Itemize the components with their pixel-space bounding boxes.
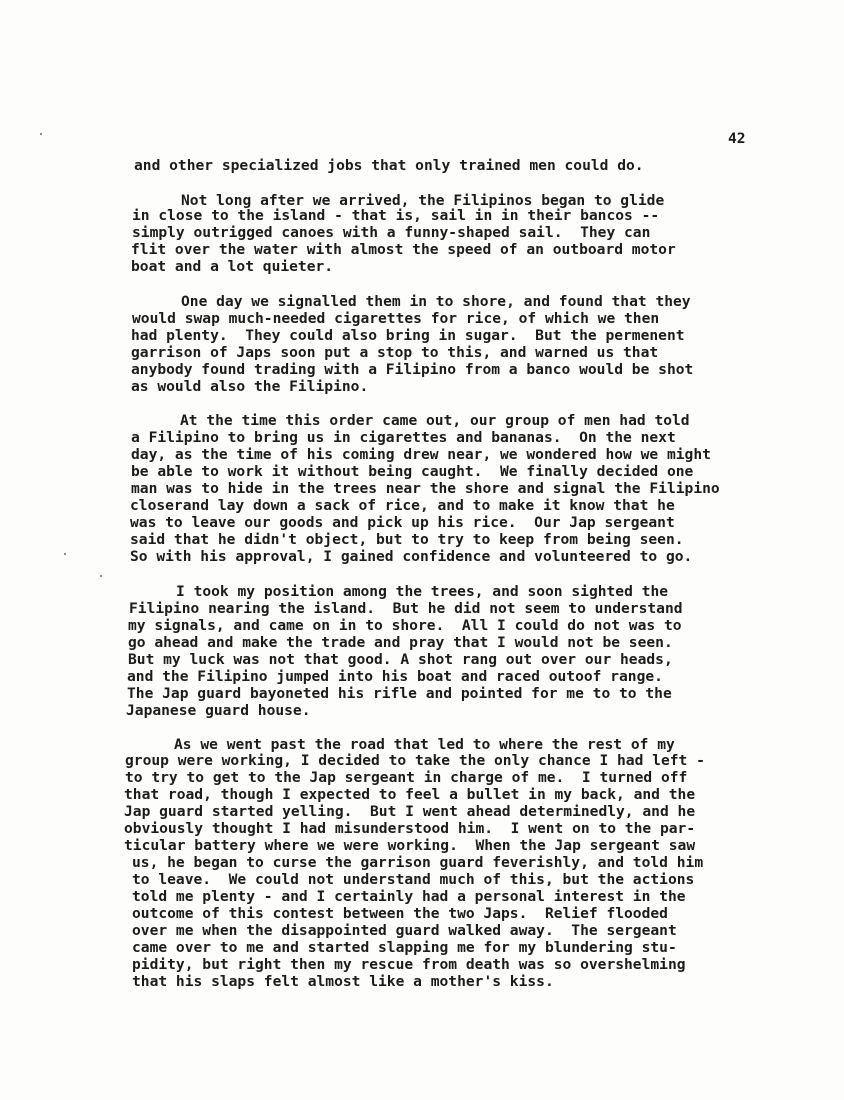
paper-speck: [40, 133, 42, 135]
text-line: ticular battery where we were working. When the Jap sergeant saw: [124, 837, 696, 854]
text-line: to leave. We could not understand much of this, but the actions: [132, 871, 695, 888]
text-line: man was to hide in the trees near the shore and signal the Filipino: [131, 480, 720, 497]
text-line: At the time this order came out, our group of men had told: [180, 412, 690, 429]
text-line: anybody found trading with a Filipino from a banco would be shot: [131, 361, 694, 378]
text-line: came over to me and started slapping me for my blundering stu-: [132, 939, 677, 956]
text-line: obviously thought I had misunderstood him. I went on to the par-: [124, 820, 696, 837]
text-line: As we went past the road that led to where the rest of my: [174, 736, 675, 753]
paper-speck: [64, 553, 66, 555]
text-line: us, he began to curse the garrison guard feverishly, and told him: [132, 854, 704, 871]
text-line: as would also the Filipino.: [131, 378, 369, 395]
text-line: pidity, but right then my rescue from death was so overshelming: [132, 956, 686, 973]
text-line: Japanese guard house.: [126, 702, 311, 719]
text-line: said that he didn't object, but to try to keep from being seen.: [130, 531, 684, 548]
text-line: and the Filipino jumped into his boat and raced outoof range.: [127, 668, 663, 685]
text-line: to try to get to the Jap sergeant in charge of me. I turned off: [125, 769, 688, 786]
text-line: Filipino nearing the island. But he did not seem to understand: [129, 600, 683, 617]
text-line: outcome of this contest between the two Japs. Relief flooded: [132, 905, 668, 922]
text-line: I took my position among the trees, and soon sighted the: [176, 583, 669, 600]
text-line: and other specialized jobs that only trained men could do.: [134, 157, 644, 174]
text-line: had plenty. They could also bring in sugar. But the permenent: [131, 327, 685, 344]
text-line: simply outrigged canoes with a funny-shaped sail. They can: [132, 224, 651, 241]
text-line: that his slaps felt almost like a mother's kiss.: [132, 973, 554, 990]
page-number: 42: [728, 130, 746, 147]
text-line: But my luck was not that good. A shot rang out over our heads,: [128, 651, 673, 668]
text-line: flit over the water with almost the speed of an outboard motor: [131, 241, 676, 258]
text-line: my signals, and came on in to shore. All I could do not was to: [128, 617, 682, 634]
text-line: go ahead and make the trade and pray that I would not be seen.: [128, 634, 673, 651]
text-line: The Jap guard bayoneted his rifle and pointed for me to to the: [127, 685, 672, 702]
text-line: So with his approval, I gained confidence and volunteered to go.: [130, 548, 693, 565]
text-line: be able to work it without being caught. We finally decided one: [131, 463, 694, 480]
text-line: Not long after we arrived, the Filipinos began to glide: [181, 192, 665, 209]
text-line: garrison of Japs soon put a stop to this, and warned us that: [131, 344, 659, 361]
text-line: One day we signalled them in to shore, and found that they: [181, 293, 691, 310]
text-line: day, as the time of his coming drew near, we wondered how we might: [131, 446, 711, 463]
text-line: closerand lay down a sack of rice, and to make it know that he: [130, 497, 675, 514]
paper-speck: [100, 575, 102, 577]
text-line: boat and a lot quieter.: [131, 258, 334, 275]
text-line: would swap much-needed cigarettes for rice, of which we then: [132, 310, 660, 327]
text-line: was to leave our goods and pick up his rice. Our Jap sergeant: [130, 514, 675, 531]
text-line: Jap guard started yelling. But I went ahead determinedly, and he: [124, 803, 696, 820]
text-line: told me plenty - and I certainly had a personal interest in the: [132, 888, 686, 905]
text-line: group were working, I decided to take the only chance I had left -: [125, 752, 705, 769]
text-line: in close to the island - that is, sail in in their bancos --: [132, 207, 660, 224]
text-line: that road, though I expected to feel a bullet in my back, and the: [124, 786, 696, 803]
text-line: a Filipino to bring us in cigarettes and bananas. On the next: [131, 429, 676, 446]
text-line: over me when the disappointed guard walked away. The sergeant: [132, 922, 677, 939]
